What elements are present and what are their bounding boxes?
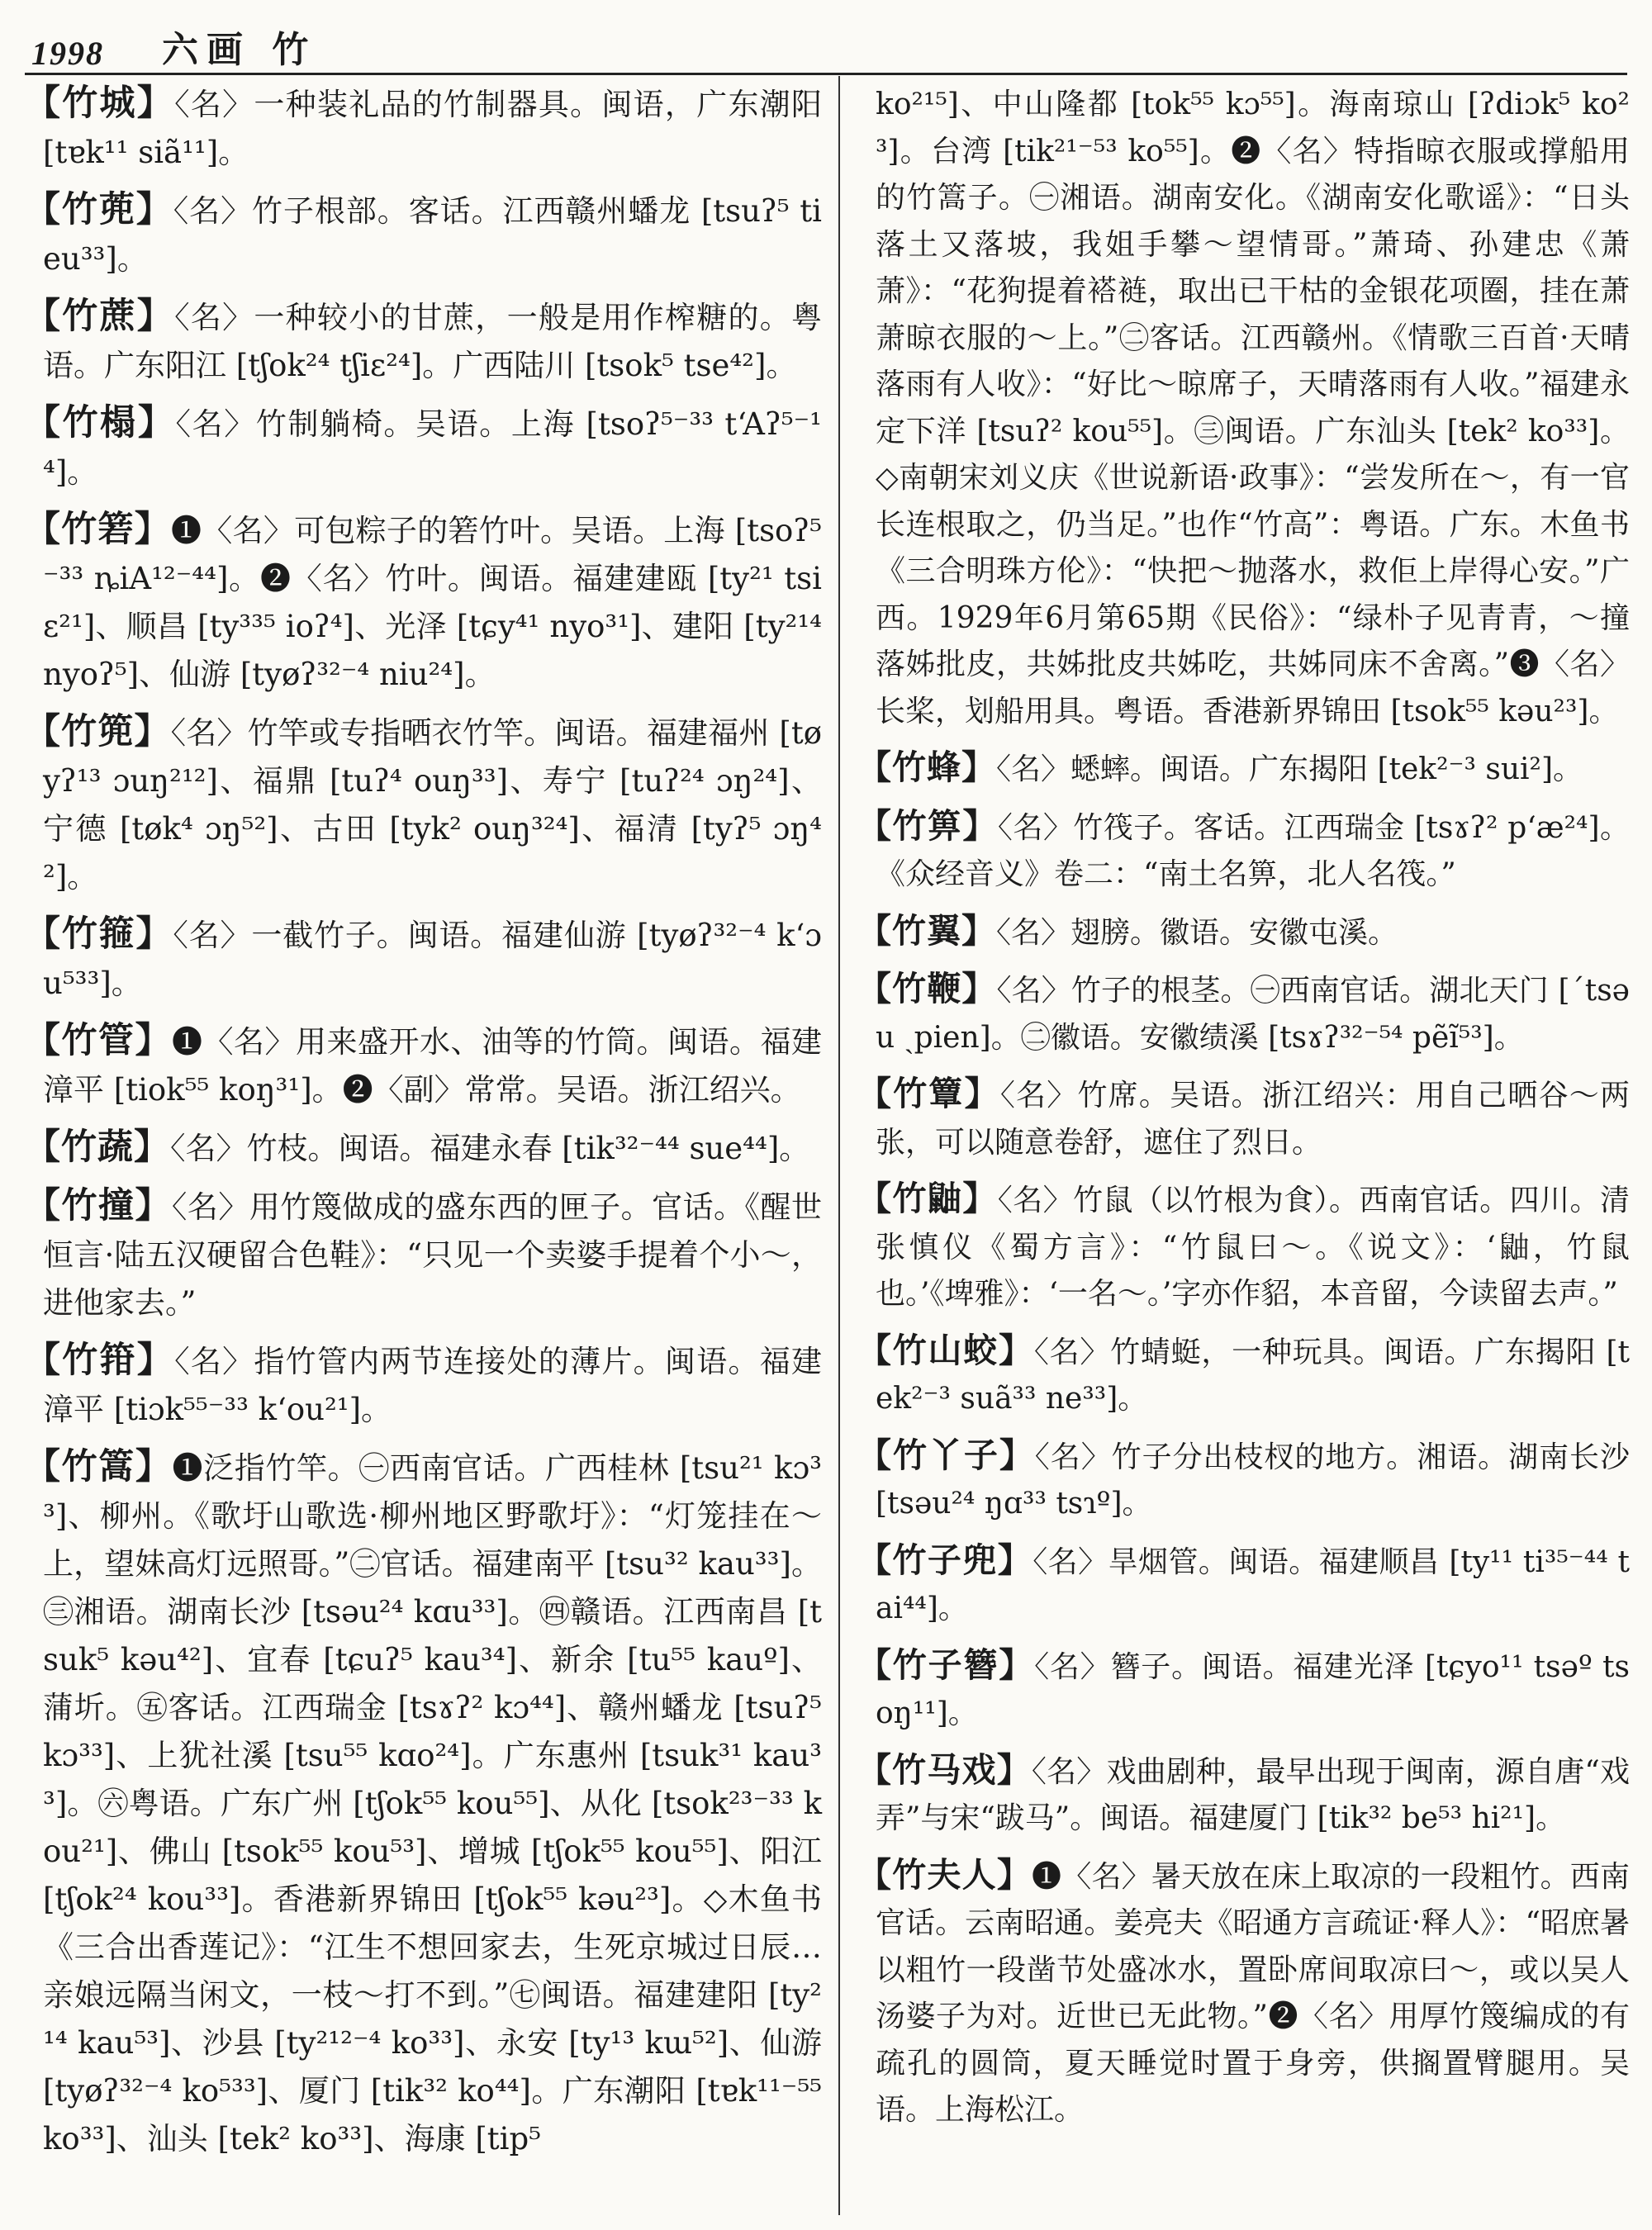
entry-definition: ❶〈名〉可包粽子的箬竹叶。吴语。上海 [tsoʔ⁵⁻³³ ȵiA¹²⁻⁴⁴]。❷〈名〉竹叶。闽语。福建建瓯 [ty²¹ tsiɛ²¹]、顺昌 [ty³³⁵ ioʔ⁴]、光泽 [tɕy⁴¹ nyo³¹]、建阳 [ty²¹⁴ nyoʔ⁵]、仙游 [tyøʔ³²⁻⁴ niu²⁴]。 bbox=[43, 513, 823, 692]
entry-definition: 〈名〉簪子。闽语。福建光泽 [tɕyo¹¹ tsəº tsoŋ¹¹]。 bbox=[876, 1649, 1631, 1730]
dictionary-entry bbox=[25, 505, 822, 699]
entry-headword: 【竹蔬】 bbox=[25, 1127, 170, 1168]
entry-definition: 〈名〉竹竿或专指晒衣竹竿。闽语。福建福州 [tøyʔ¹³ ɔuŋ²¹²]、福鼎 [tuʔ⁴ ouŋ³³]、寿宁 [tuʔ²⁴ ɔŋ²⁴]、宁德 [tøk⁴ ɔŋ⁵²]、古田 [tyk² ouŋ³²⁴]、福清 [tyʔ⁵ ɔŋ⁴²]。 bbox=[43, 715, 823, 894]
entry-headword: 【竹蜂】 bbox=[857, 747, 996, 787]
entry-definition: 〈名〉一种装礼品的竹制器具。闽语，广东潮阳 [tɐk¹¹ siã¹¹]。 bbox=[43, 87, 823, 170]
dictionary-entry bbox=[857, 79, 1630, 735]
dictionary-entry bbox=[857, 1432, 1630, 1528]
entry-headword: 【竹簟】 bbox=[857, 1074, 1000, 1113]
entry-definition: 〈名〉一截竹子。闽语。福建仙游 [tyøʔ³²⁻⁴ kʻɔu⁵³³]。 bbox=[43, 918, 822, 1001]
dictionary-entry bbox=[857, 1642, 1630, 1738]
dictionary-entry bbox=[25, 910, 822, 1008]
dictionary-entry bbox=[25, 292, 822, 390]
entry-headword: 【竹马戏】 bbox=[857, 1749, 1032, 1790]
dictionary-entry bbox=[25, 186, 822, 283]
entry-headword: 【竹山蛟】 bbox=[857, 1330, 1034, 1370]
right-column bbox=[857, 79, 1630, 2143]
entry-headword: 【竹城】 bbox=[25, 83, 175, 124]
dictionary-entry bbox=[25, 1336, 822, 1434]
entry-definition: 〈名〉指竹管内两节连接处的薄片。闽语。福建漳平 [tiɔk⁵⁵⁻³³ kʻou²¹]。 bbox=[43, 1344, 823, 1427]
dictionary-entry bbox=[25, 399, 822, 496]
entry-headword: 【竹鞭】 bbox=[857, 969, 997, 1008]
entry-headword: 【竹子兜】 bbox=[857, 1540, 1033, 1580]
entry-headword: 【竹鼬】 bbox=[857, 1179, 998, 1218]
dictionary-entry bbox=[25, 708, 822, 901]
entry-headword: 【竹丫子】 bbox=[857, 1435, 1035, 1475]
entry-definition: 〈名〉戏曲剧种，最早出现于闽南，源自唐“戏弄”与宋“跋马”。闽语。福建厦门 [tik³² be⁵³ hi²¹]。 bbox=[876, 1754, 1631, 1835]
entry-headword: 【竹蔸】 bbox=[25, 189, 173, 230]
left-column bbox=[25, 79, 822, 2172]
entry-headword: 【竹蔗】 bbox=[25, 296, 175, 337]
entry-definition: 〈名〉竹子的根茎。㊀西南官话。湖北天门 [ˊtsəu ˏpien]。㊁徽语。安徽绩溪 [tsɤʔ³²⁻⁵⁴ pẽĩ⁵³]。 bbox=[876, 974, 1630, 1055]
entry-headword: 【竹箍】 bbox=[25, 913, 173, 955]
page-number: 1998 bbox=[31, 35, 104, 72]
dictionary-entry bbox=[857, 744, 1630, 794]
entry-headword: 【竹篼】 bbox=[25, 711, 171, 752]
dictionary-entry bbox=[857, 1175, 1630, 1318]
dictionary-entry bbox=[25, 1017, 822, 1114]
dictionary-entry bbox=[25, 1123, 822, 1173]
dictionary-entry bbox=[857, 1852, 1630, 2134]
entry-definition: 〈名〉竹蜻蜓，一种玩具。闽语。广东揭阳 [tek²⁻³ suã³³ ne³³]。 bbox=[876, 1335, 1630, 1416]
entry-headword: 【竹箬】 bbox=[25, 509, 172, 550]
entry-definition: 〈名〉竹筏子。客话。江西瑞金 [tsɤʔ² pʻæ²⁴]。《众经音义》卷二：“南土名箅，北人名筏。” bbox=[876, 810, 1630, 891]
entry-headword: 【竹箝】 bbox=[25, 1340, 175, 1381]
entry-definition: 〈名〉竹子分出枝杈的地方。湘语。湖南长沙 [tsəu²⁴ ŋɑ³³ tsɿº]。 bbox=[876, 1440, 1630, 1521]
dictionary-entry bbox=[857, 1327, 1630, 1423]
dictionary-entry bbox=[857, 966, 1630, 1061]
entry-headword: 【竹夫人】 bbox=[857, 1854, 1032, 1895]
entry-definition: ❶泛指竹竿。㊀西南官话。广西桂林 [tsu²¹ kɔ³³]、柳州。《歌圩山歌选·柳州地区野歌圩》：“灯笼挂在～上，望妹高灯远照哥。”㊁官话。福建南平 [tsu³² kau³³]。㊂湘语。湖南长沙 [tsəu²⁴ kɑu³³]。㊃赣语。江西南昌 [tsuk⁵ kəu⁴²]、宜春 [tɕuʔ⁵ kau³⁴]、新余 [tu⁵⁵ kauº]、蒲圻。㊄客话。江西瑞金 [tsɤʔ² kɔ⁴⁴]、赣州蟠龙 [tsuʔ⁵ kɔ³³]、上犹社溪 [tsu⁵⁵ kɑo²⁴]。广东惠州 [tsuk³¹ kau³³]。㊅粤语。广东广州 [tʃok⁵⁵ kou⁵⁵]、从化 [tsok²³⁻³³ kou²¹]、佛山 [tsok⁵⁵ kou⁵³]、增城 [tʃok⁵⁵ kou⁵⁵]、阳江 [tʃok²⁴ kou³³]。香港新界锦田 [tʃok⁵⁵ kəu²³]。◇木鱼书《三合出香莲记》：“江生不想回家去，生死京城过日辰…亲娘远隔当闲文，一枝～打不到。”㊆闽语。福建建阳 [ty²¹⁴ kau⁵³]、沙县 [ty²¹²⁻⁴ ko³³]、永安 [ty¹³ kɯ⁵²]、仙游 [tyøʔ³²⁻⁴ ko⁵³³]、厦门 [tik³² ko⁴⁴]。广东潮阳 [tɐk¹¹⁻⁵⁵ ko³³]、汕头 [tek² ko³³]、海康 [tip⁵ bbox=[43, 1450, 822, 2156]
entry-definition: ❶〈名〉暑天放在床上取凉的一段粗竹。西南官话。云南昭通。姜亮夫《昭通方言疏证·释人》：“昭庶暑以粗竹一段凿节处盛冰水，置卧席间取凉曰～，或以吴人汤婆子为对。近世已无此物。”❷〈名〉用厚竹篾编成的有疏孔的圆筒，夏天睡觉时置于身旁，供搁置臂腿用。吴语。上海松江。 bbox=[876, 1859, 1630, 2127]
column-divider bbox=[838, 76, 840, 2215]
entry-definition: ko²¹⁵]、中山隆都 [tok⁵⁵ kɔ⁵⁵]。海南琼山 [ʔdiɔk⁵ ko²³]。台湾 [tik²¹⁻⁵³ ko⁵⁵]。❷〈名〉特指晾衣服或撑船用的竹篙子。㊀湘语。湖南安化。《湖南安化歌谣》：“日头落土又落坡，我姐手攀～望情哥。”萧琦、孙建忠《萧萧》：“花狗提着褡裢，取出已干枯的金银花项圈，挂在萧萧晾衣服的～上。”㊁客话。江西赣州。《情歌三百首·天晴落雨有人收》：“好比～晾席子，天晴落雨有人收。”福建永定下洋 [tsuʔ² kou⁵⁵]。㊂闽语。广东汕头 [tek² ko³³]。◇南朝宋刘义庆《世说新语·政事》：“尝发所在～，有一官长连根取之，仍当足。”也作“竹高”：粤语。广东。木鱼书《三合明珠方伦》：“快把～抛落水，救佢上岸得心安。”广西。1929年6月第65期《民俗》：“绿朴子见青青，～撞落姊批皮，共姊批皮共姊吃，共姊同床不舍离。”❸〈名〉长桨，划船用具。粤语。香港新界锦田 [tsok⁵⁵ kəu²³]。 bbox=[876, 88, 1630, 728]
entry-definition: 〈名〉翅膀。徽语。安徽屯溪。 bbox=[996, 915, 1398, 950]
dictionary-entry bbox=[857, 1747, 1630, 1843]
dictionary-entry bbox=[857, 1070, 1630, 1166]
entry-definition: ❶〈名〉用来盛开水、油等的竹筒。闽语。福建漳平 [tiok⁵⁵ koŋ³¹]。❷〈副〉常常。吴语。浙江绍兴。 bbox=[43, 1024, 822, 1108]
header-divider bbox=[25, 73, 1627, 75]
entry-headword: 【竹箅】 bbox=[857, 805, 998, 846]
entry-headword: 【竹榻】 bbox=[25, 402, 176, 444]
entry-headword: 【竹篙】 bbox=[25, 1446, 173, 1487]
entry-definition: 〈名〉竹枝。闽语。福建永春 [tik³²⁻⁴⁴ sue⁴⁴]。 bbox=[170, 1131, 810, 1166]
entry-definition: 〈名〉旱烟管。闽语。福建顺昌 [ty¹¹ ti³⁵⁻⁴⁴ tai⁴⁴]。 bbox=[876, 1544, 1630, 1625]
entry-definition: 〈名〉竹制躺椅。吴语。上海 [tsoʔ⁵⁻³³ tʻAʔ⁵⁻¹⁴]。 bbox=[43, 406, 822, 490]
dictionary-entry bbox=[25, 1182, 822, 1327]
entry-headword: 【竹翼】 bbox=[857, 910, 996, 951]
page-header bbox=[31, 7, 1626, 73]
entry-definition: 〈名〉一种较小的甘蔗，一般是用作榨糖的。粤语。广东阳江 [tʃok²⁴ tʃiɛ²⁴]。广西陆川 [tsok⁵ tse⁴²]。 bbox=[43, 300, 823, 383]
entry-definition: 〈名〉竹席。吴语。浙江绍兴：用自己晒谷～两张，可以随意卷舒，遮住了烈日。 bbox=[876, 1079, 1630, 1160]
entry-headword: 【竹撞】 bbox=[25, 1185, 172, 1226]
dictionary-entry bbox=[25, 1443, 822, 2163]
dictionary-entry bbox=[857, 803, 1630, 899]
entry-definition: 〈名〉竹鼠（以竹根为食）。西南官话。四川。清张慎仪《蜀方言》：“竹鼠曰～。《说文》：‘鼬，竹鼠也。’《埤雅》：‘一名～。’字亦作貂，本音留，今读留去声。” bbox=[876, 1184, 1630, 1311]
entry-definition: 〈名〉用竹篾做成的盛东西的匣子。官话。《醒世恒言·陆五汉硬留合色鞋》：“只见一个卖婆手提着个小～，进他家去。” bbox=[43, 1189, 823, 1321]
dictionary-entry bbox=[857, 1537, 1630, 1633]
entry-definition: 〈名〉蟋蟀。闽语。广东揭阳 [tek²⁻³ sui²]。 bbox=[996, 752, 1583, 786]
section-title: 六画 竹 bbox=[162, 29, 317, 71]
entry-headword: 【竹管】 bbox=[25, 1020, 172, 1061]
dictionary-entry bbox=[25, 79, 822, 177]
entry-definition: 〈名〉竹子根部。客话。江西赣州蟠龙 [tsuʔ⁵ tieu³³]。 bbox=[43, 193, 823, 277]
dictionary-entry bbox=[857, 908, 1630, 957]
entry-headword: 【竹子簪】 bbox=[857, 1644, 1035, 1685]
